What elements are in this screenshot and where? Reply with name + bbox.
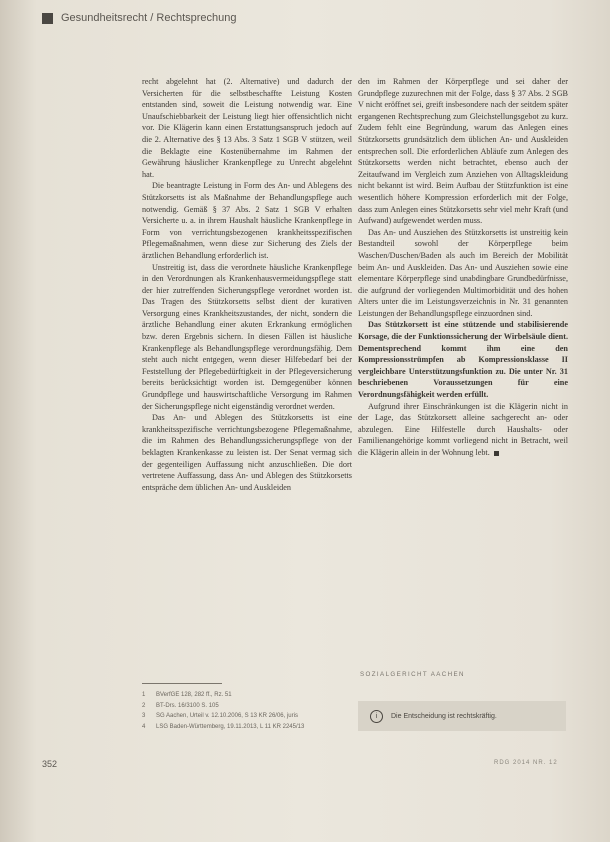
footnote (142, 701, 304, 712)
footnote-text: BVerfGE 128, 282 ff., Rz. 51 (156, 692, 232, 698)
paragraph: recht abgelehnt hat (2. Alternative) und dadurch der Versicherten für die selbstbeschaffte Leistung Kosten entstanden sind, soweit die Leistung notwendig war. Eine Unaufschiebbarkeit der Leistung liegt hier offensichtlich nicht vor. Die Klägerin kann einen Erstattungsanspruch jedoch auf die 2. Alternative des § 13 Abs. 3 Satz 1 SGB V stützen, weil die Beklagte eine Kostenübernahme im Rahmen der Gewährung häuslicher Krankenpflege zu Unrecht abgelehnt hat. (142, 77, 352, 179)
footnote-text: SG Aachen, Urteil v. 12.10.2006, S 13 KR 26/06, juris (156, 713, 298, 720)
footnote (142, 690, 304, 701)
footnote (142, 711, 304, 722)
court-attribution: SOZIALGERICHT AACHEN (360, 671, 465, 678)
paragraph: Die beantragte Leistung in Form des An- und Ablegens des Stützkorsetts ist als Maßnahme der Behandlungspflege auch notwendig. Gemäß § 37 Abs. 2 Satz 1 SGB V erhalten Versicherte u. a. in ihrem Haushalt häusliche Krankenpflege in Form von verrichtungsbezogenen krankheitsspezifischen Pflegemaßnahmen, wenn diese zur Sicherung des Ziels der ärztlichen Behandlung erforderlich ist. (142, 181, 352, 260)
footnote-text: LSG Baden-Württemberg, 19.11.2013, L 11 KR 2245/13 (156, 723, 305, 730)
section-title: Gesundheitsrecht / Rechtsprechung (61, 12, 237, 24)
footnote-text: BT-Drs. 16/3100 S. 105 (156, 702, 219, 709)
paragraph: Das An- und Ausziehen des Stützkorsetts ist unstreitig kein Bestandteil sowohl der Körperpflege beim Waschen/Duschen/Baden als auch im Bereich der Mobilität beim An- und Auskleiden. Das An- und Ausziehen sowie eine elementare Körperpflege sind unabdingbare Grundbedürfnisse, die aufgrund der vorliegenden Multimorbidität und des hohen Alters unter die im Leistungsverzeichnis in Nr. 31 genannten Leistungen der Behandlungspflege einzuordnen sind. (358, 227, 568, 318)
highlighted-paragraph: Das Stützkorsett ist eine stützende und stabilisierende Korsage, die der Funktionssicherung der Wirbelsäule dient. Dementsprechend kommt ihm eine den Kompressionsstrümpfen ab Kompressionsklasse II vergleichbare Unterstützungsfunktion zu. Die unter Nr. 31 beschriebenen Voraussetzungen für eine Verordnungsfähigkeit werden erfüllt. (358, 320, 568, 400)
footnote-number: 4 (142, 723, 146, 730)
footer-publication: RDG 2014 NR. 12 (494, 760, 558, 766)
footnote-number: 3 (142, 713, 146, 720)
footnote (142, 722, 304, 733)
info-note (358, 701, 566, 731)
footnote-divider (142, 683, 222, 684)
info-icon: i (370, 710, 383, 723)
footnote-number: 1 (142, 692, 146, 698)
left-text-column (142, 76, 352, 493)
paragraph: den im Rahmen der Körperpflege und sei daher der Grundpflege zuzurechnen mit der Folge, dass § 37 Abs. 2 SGB V nicht eröffnet sei, greift insbesondere nach der seitdem später ergangenen Rechtsprechung zum Gleichstellungsgebot zu kurz. Zudem fehlt eine Begründung, warum das Anlegen eines Stützkorsetts grundsätzlich dem üblichen An- und Auskleiden entsprechen soll. Die erforderlichen Abläufe zum Anlegen des Stützkorsetts werden nicht betrachtet, ebenso auch der Zeitaufwand im Vergleich zum Anziehen von Alltagskleidung nicht bekannt ist wird. Beim Aufbau der Stützfunktion ist eine wesentlich höhere Kompression erforderlich mit der Folge, dass zum Anlegen eines Stützkorsetts sehr viel mehr Kraft (und Aufwand) aufgewendet werden muss. (358, 77, 568, 226)
page-number: 352 (42, 759, 58, 769)
section-mark-icon (42, 13, 53, 24)
paragraph (358, 401, 568, 459)
right-text-column (358, 76, 568, 459)
end-mark-icon (494, 451, 499, 456)
footnote-number: 2 (142, 702, 146, 709)
footnotes (142, 690, 304, 732)
page-header (42, 10, 237, 26)
paragraph-text: Aufgrund ihrer Einschränkungen ist die Klägerin nicht in der Lage, das Stützkorsett alleine sachgerecht an- oder abzulegen. Eine Hilfestelle durch Haushalts- oder Familienangehörige kommt vorliegend nicht in Betracht, weil die Klägerin allein in der Wohnung lebt. (358, 401, 568, 457)
paragraph: Unstreitig ist, dass die verordnete häusliche Krankenpflege in den Verordnungen als Krankenhausvermeidungspflege statt der hier zutreffenden Sicherungspflege verordnet worden ist. Das Tragen des Stützkorsetts selbst dient der kurativen Versorgung eines Krankheitszustandes, der nicht, sondern die ärztliche Behandlung einer akuten Erkrankung ermöglichen bzw. deren Ergebnis sichern. In diesen Fällen ist häusliche Krankenpflege als Behandlungspflege verordnungsfähig. Dem steht auch nicht entgegen, wenn dieser Hilfebedarf bei der Feststellung der Pflegebedürftigkeit in der Pflegeversicherung bereits berücksichtigt worden ist. Demgegenüber können Grundpflege und hauswirtschaftliche Versorgung im Rahmen der Sicherungspflege nicht eigenständig verordnet werden. (142, 262, 352, 411)
info-note-text: Die Entscheidung ist rechtskräftig. (391, 712, 497, 720)
paragraph: Das An- und Ablegen des Stützkorsetts ist eine krankheitsspezifische verrichtungsbezogene Pflegemaßnahme, die im Rahmen des Behandlungssicherungspflege von der beklagten Krankenkasse zu leisten ist. Der Senat vermag sich der gegenteiligen Auffassung nicht anzuschließen. Die dort vertretene Auffassung, dass An- und Ablegen des Stützkorsetts entspräche dem üblichen An- und Auskleiden (142, 413, 352, 492)
